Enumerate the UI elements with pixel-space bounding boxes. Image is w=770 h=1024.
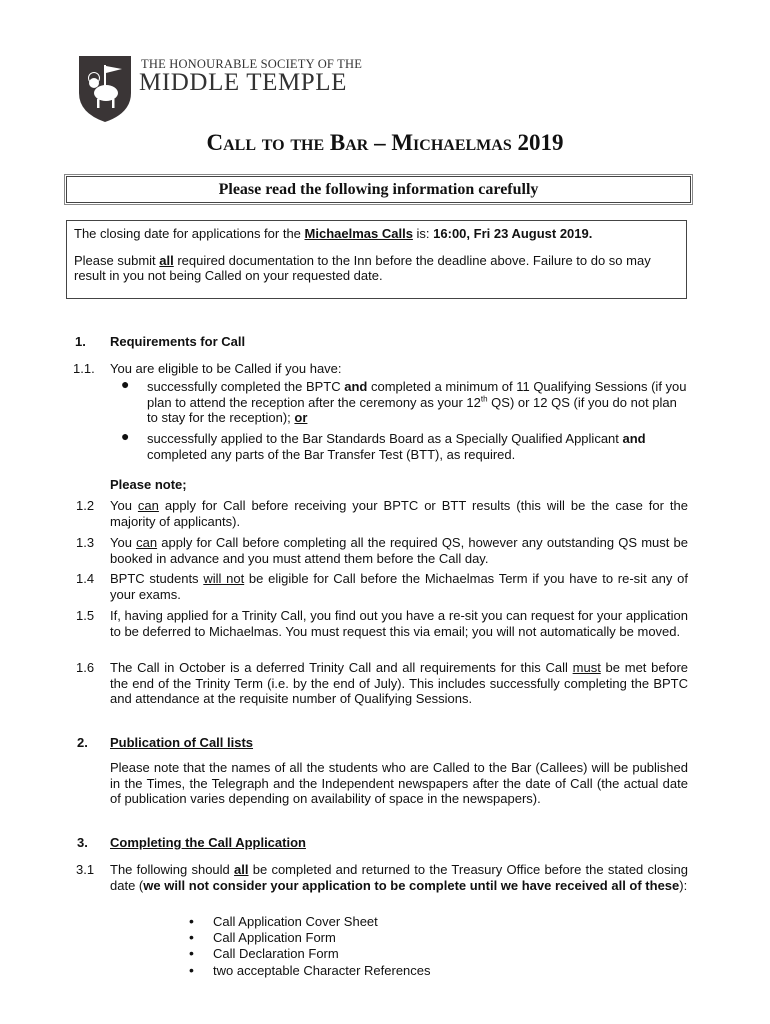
bullet-icon: ● [121,428,130,444]
deadline-notice-box [66,220,687,299]
lamb-and-flag-shield-icon [78,55,132,123]
eligibility-item-sqa: successfully applied to the Bar Standards Board as a Specially Qualified Applicant and completed any parts of the Bar Transfer Test (BTT), as required. [147,431,646,462]
please-note-label: Please note; [110,477,187,492]
required-document-item: two acceptable Character References [213,963,431,978]
clause-1-3-text: You can apply for Call before completing all the required QS, however any outstanding QS must be booked in advance and you must attend them before the Call day. [110,535,688,566]
section-3-number: 3. [77,835,88,850]
clause-number: 1.3 [76,535,95,550]
section-1-heading: Requirements for Call [110,334,246,349]
clause-number: 1.2 [76,498,95,513]
clause-1-2-text: You can apply for Call before receiving your BPTC or BTT results (this will be the case for the majority of applicants). [110,498,688,529]
clause-number: 3.1 [76,862,95,877]
eligibility-item-bptc: successfully completed the BPTC and completed a minimum of 11 Qualifying Sessions (if you plan to attend the reception after the ceremony as your 12th QS) or 12 QS (if you do not plan to stay for the reception); or [147,379,687,425]
logo [78,55,378,125]
clause-number: 1.1. [73,361,95,376]
section-2-body: Please note that the names of all the students who are Called to the Bar (Callees) will be published in the Times, the Telegraph and the Independent newspapers after the date of Call (the actual date of publication varies depending on availability of space in the newspapers). [110,760,688,806]
clause-1-4-text: BPTC students will not be eligible for Call before the Michaelmas Term if you have to re-sit any of your exams. [110,571,688,602]
section-2-heading: Publication of Call lists [110,735,254,750]
required-document-item: Call Application Form [213,930,336,945]
required-document-item: Call Declaration Form [213,946,339,961]
required-document-item: Call Application Cover Sheet [213,914,378,929]
clause-number: 1.4 [76,571,95,586]
section-2-number: 2. [77,735,88,750]
bullet-icon: ● [121,376,130,392]
submission-warning-text: Please submit all required documentation to the Inn before the deadline above. Failure to do so may result in you not being Called on your requested date. [74,252,651,283]
bullet-icon: • [189,962,194,978]
closing-date-text: The closing date for applications for the Michaelmas Calls is: 16:00, Fri 23 August 2019. [74,226,593,241]
bullet-icon: • [189,945,194,961]
section-1-number: 1. [75,334,86,349]
section-3-heading: Completing the Call Application [110,835,306,850]
clause-1-1-intro: You are eligible to be Called if you have: [110,361,342,376]
clause-3-1-text: The following should all be completed and returned to the Treasury Office before the stated closing date (we will not consider your application to be complete until we have received all of these): [110,862,688,893]
instruction-banner: Please read the following information carefully [66,176,691,203]
clause-1-5-text: If, having applied for a Trinity Call, you find out you have a re-sit you can request for your application to be deferred to Michaelmas. You must request this via email; you will not automatically be moved. [110,608,688,639]
org-name-small: THE HONOURABLE SOCIETY OF THE [141,57,363,71]
bullet-icon: • [189,913,194,929]
clause-1-6-text: The Call in October is a deferred Trinity Call and all requirements for this Call must be met before the end of the Trinity Term (i.e. by the end of July). This includes successfully completing the BPTC and attendance at the requisite number of Qualifying Sessions. [110,660,689,706]
document-title: Call to the Bar – Michaelmas 2019 [206,130,564,155]
org-name-large: MIDDLE TEMPLE [139,69,348,96]
clause-number: 1.6 [76,660,95,675]
bullet-icon: • [189,929,194,945]
clause-number: 1.5 [76,608,95,623]
